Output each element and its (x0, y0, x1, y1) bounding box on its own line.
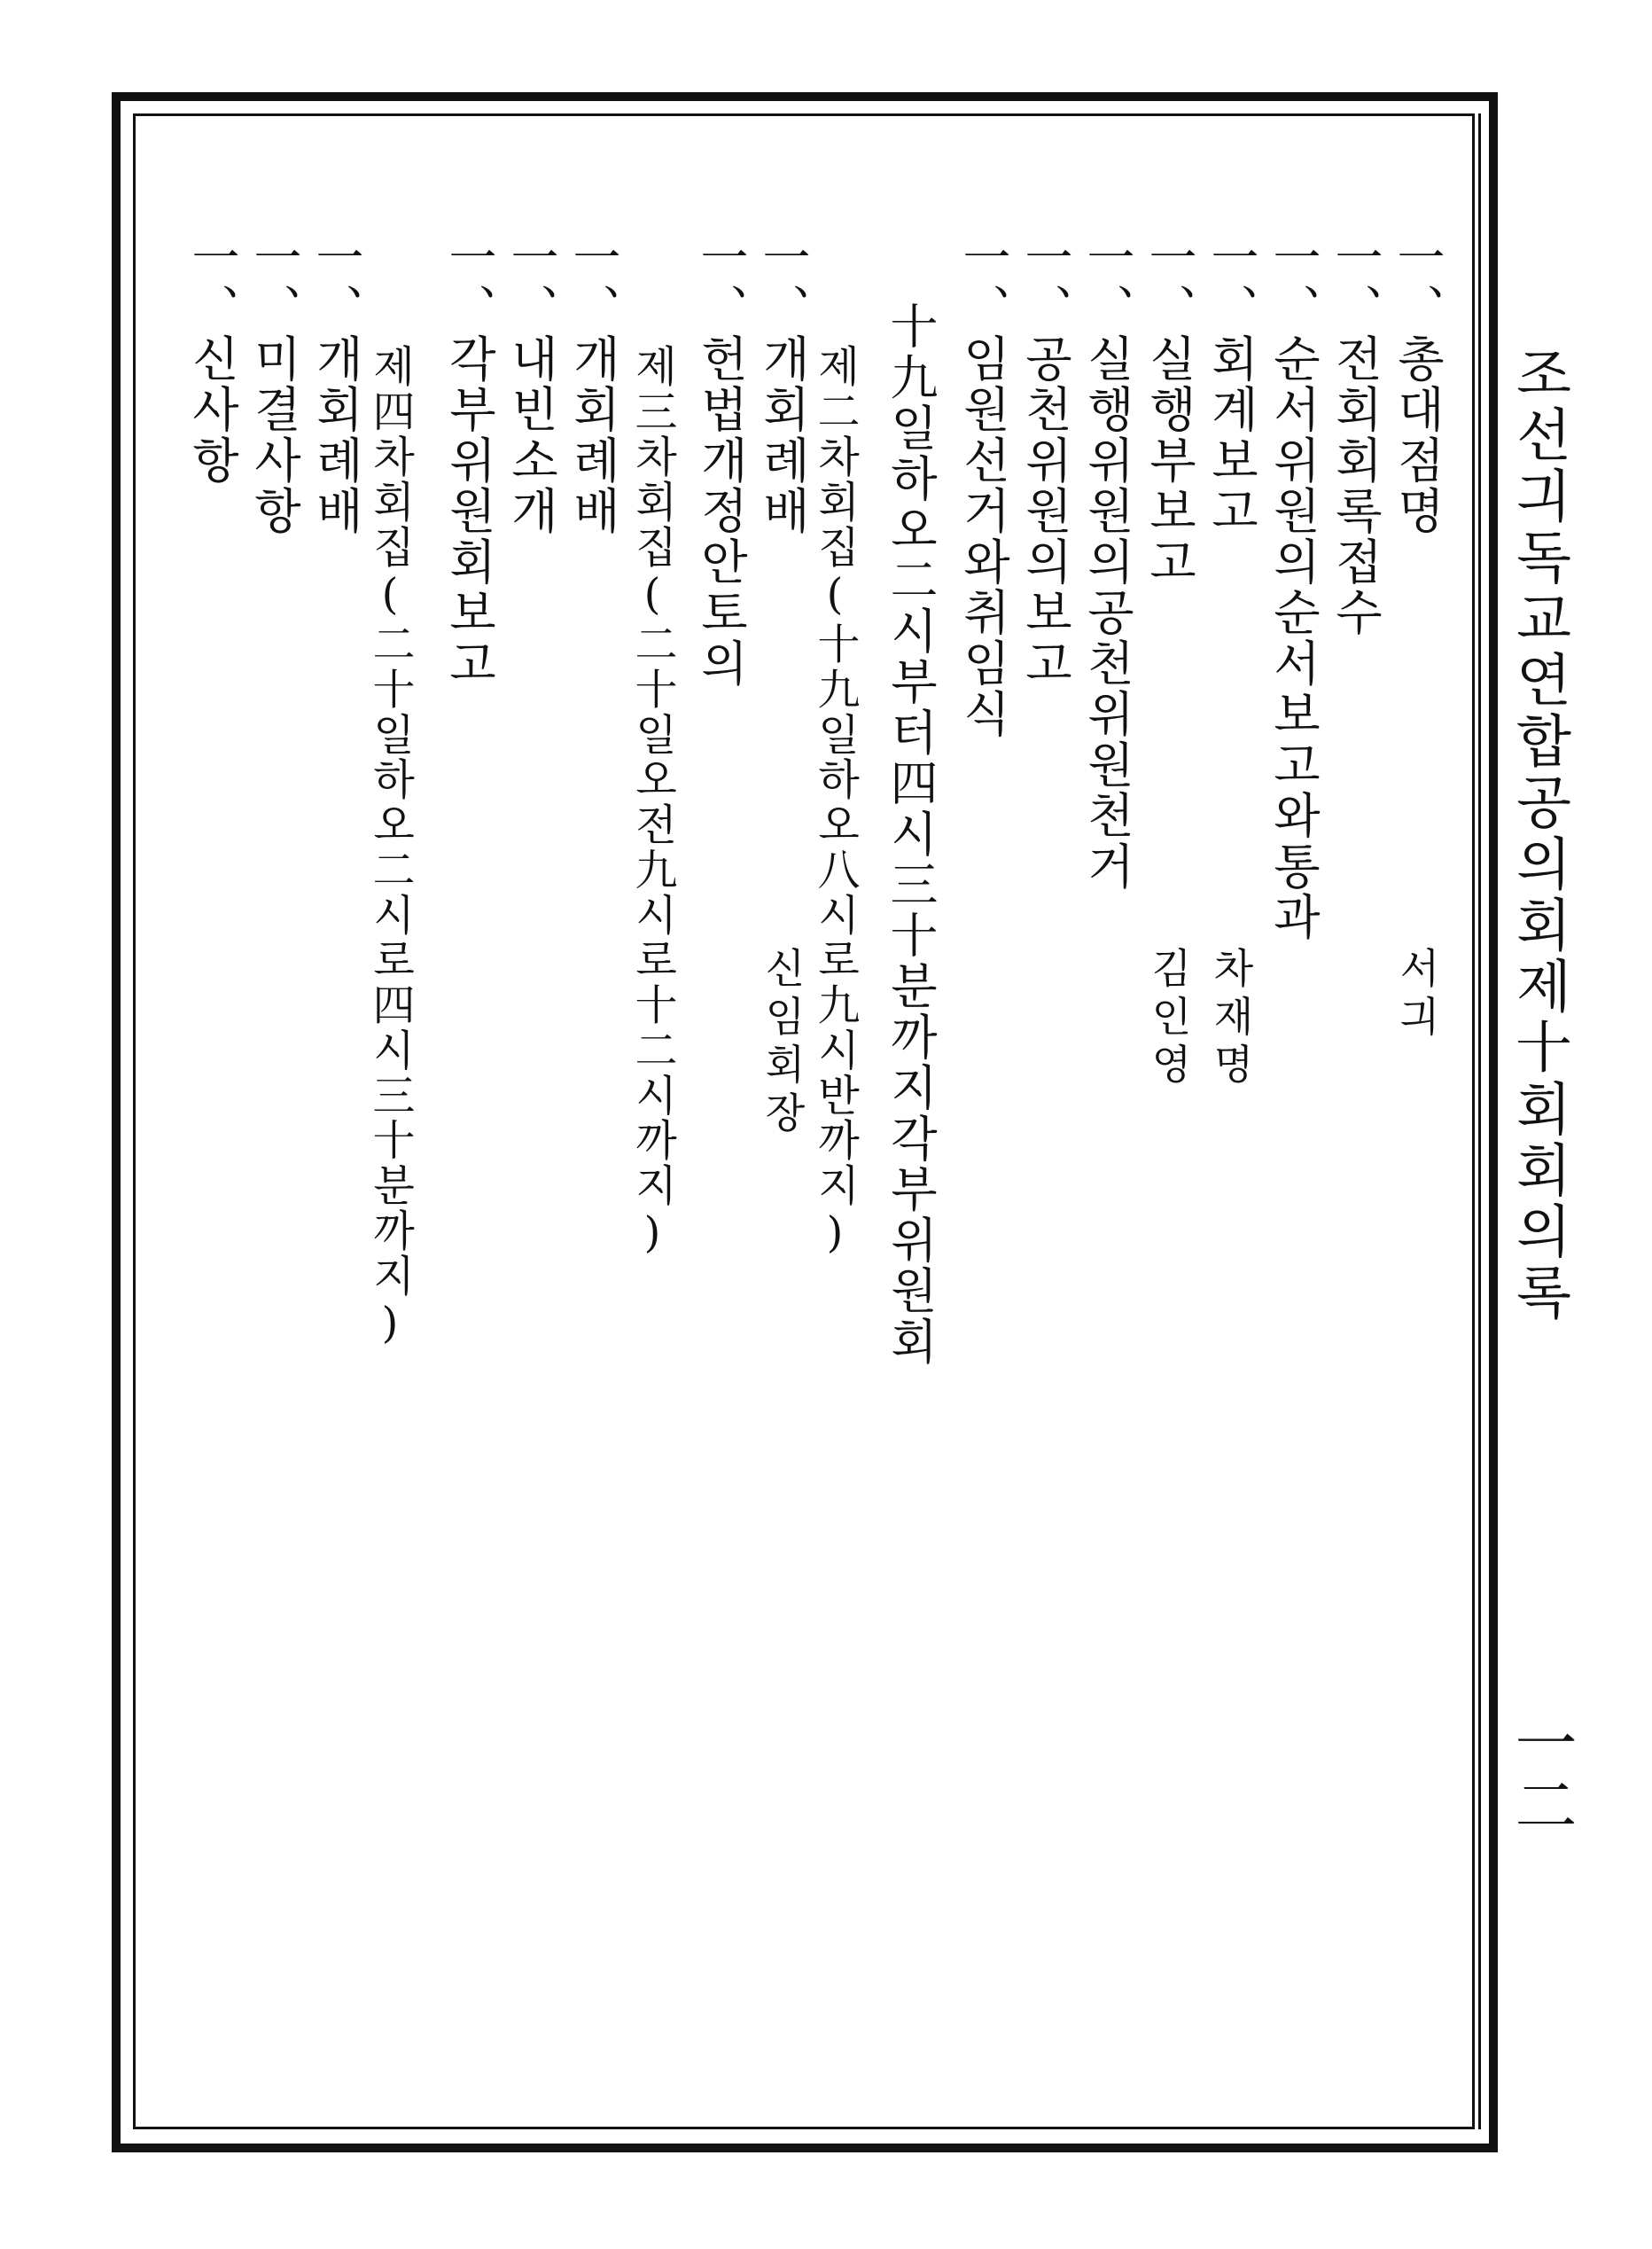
agenda-item-committee-reports: 一、각부위원회보고 (441, 232, 497, 690)
header-divider-line (1478, 113, 1481, 2129)
agenda-item-opening-worship-3: 一、개회례배 (565, 232, 621, 537)
agenda-item-roll-call: 一、총대점명 (1390, 232, 1446, 537)
responsible-cha-jaemyeong: 차재명 (1207, 947, 1255, 1091)
session-heading-3: 제三차회집(二十일오전九시로十二시까지) (627, 344, 677, 1261)
responsible-secretary: 서긔 (1393, 947, 1441, 1043)
agenda-item-nomination-report: 一、공천위원의보고 (1017, 232, 1073, 690)
session-committee-time: 十九일하오二시부터四시三十분까지각부위원회 (883, 301, 939, 1368)
running-title: 조선긔독교연합공의회제十회회의록 (1506, 344, 1571, 1324)
responsible-kim-inyeong: 김인영 (1145, 947, 1193, 1091)
agenda-item-order-committee-report: 一、순서위원의순서보고와통과 (1266, 232, 1321, 943)
responsible-new-president: 신임회장 (759, 947, 807, 1140)
session-heading-4: 제四차회집(二十일하오二시로四시三十분까지) (365, 344, 415, 1351)
agenda-item-treasurer-report: 一、회계보고 (1204, 232, 1259, 537)
agenda-item-opening-worship-2: 一、개회례배 (755, 232, 811, 537)
agenda-item-election: 一、임원선거와취임식 (955, 232, 1011, 740)
agenda-item-unfinished-business: 一、미결사항 (246, 232, 302, 537)
agenda-item-new-business: 一、신사항 (184, 232, 240, 487)
agenda-item-previous-minutes: 一、전회회록접수 (1328, 232, 1383, 638)
agenda-item-constitution: 一、헌법개정안토의 (693, 232, 749, 690)
page-number: 一二 (1505, 1711, 1578, 1835)
agenda-item-executive-report: 一、실행부보고 (1142, 232, 1197, 588)
agenda-item-opening-worship-4: 一、개회례배 (308, 232, 364, 537)
agenda-item-nomination-committee: 一、실행위원의공천위원천거 (1079, 232, 1135, 893)
agenda-item-guest-introduction: 一、내빈소개 (503, 232, 559, 537)
session-heading-2: 제二차회집(十九일하오八시로九시반까지) (810, 344, 860, 1261)
